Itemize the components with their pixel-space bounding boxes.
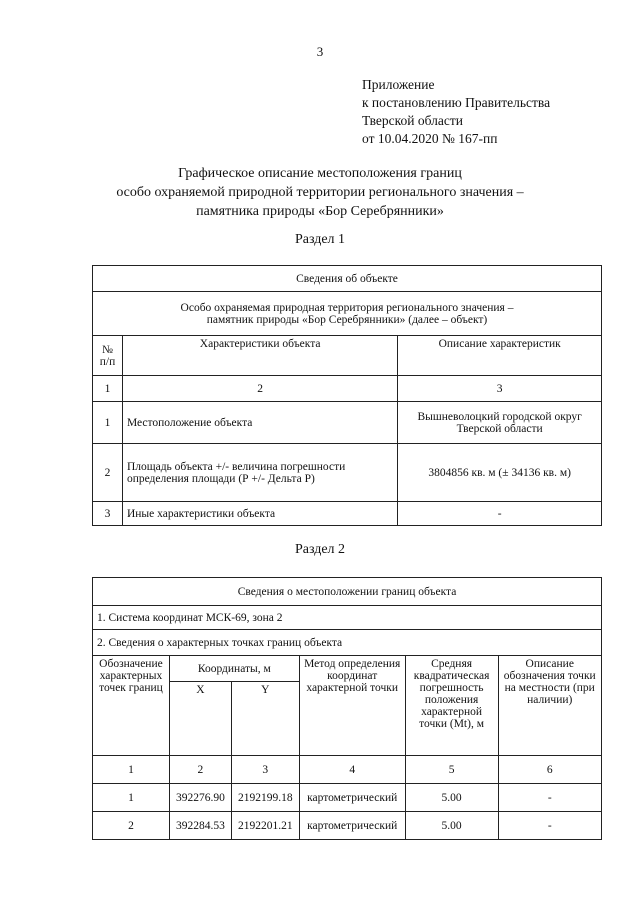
points-title: 2. Сведения о характерных точках границ объекта: [93, 630, 602, 656]
coordinate-system: 1. Система координат МСК-69, зона 2: [93, 606, 602, 630]
header-description: Описание характеристик: [398, 336, 602, 376]
index-cell: 2: [169, 756, 231, 784]
point-id: 2: [93, 812, 170, 840]
point-y: 2192201.21: [231, 812, 299, 840]
row-description: Вышневолоцкий городской округ Тверской области: [398, 402, 602, 444]
table-title: Сведения о местоположении границ объекта: [93, 578, 602, 606]
point-y: 2192199.18: [231, 784, 299, 812]
table-row: [93, 784, 602, 812]
section1-heading: Раздел 1: [294, 232, 346, 247]
row-characteristic: Иные характеристики объекта: [122, 502, 397, 526]
point-method: картометрический: [299, 784, 405, 812]
header-method: Метод определения координат характерной точки: [299, 656, 405, 756]
object-name-line: Особо охраняемая природная территория регионального значения –: [180, 301, 514, 314]
index-cell: 3: [231, 756, 299, 784]
point-method: картометрический: [299, 812, 405, 840]
header-point: Обозначение характерных точек границ: [93, 656, 170, 756]
header-y: Y: [231, 682, 299, 756]
table-row: [93, 444, 602, 502]
appendix-line: Тверской области: [362, 113, 463, 128]
index-cell: 5: [405, 756, 498, 784]
object-info-table: [92, 265, 602, 526]
table-row: [93, 402, 602, 444]
table-title: Сведения об объекте: [93, 266, 602, 292]
title-line: особо охраняемой природной территории регионального значения –: [116, 185, 524, 200]
point-marker: -: [498, 812, 602, 840]
row-description: -: [398, 502, 602, 526]
point-x: 392276.90: [169, 784, 231, 812]
point-x: 392284.53: [169, 812, 231, 840]
title-line: Графическое описание местоположения границ: [178, 166, 462, 181]
point-marker: -: [498, 784, 602, 812]
table-row: [93, 502, 602, 526]
appendix-block: [362, 76, 550, 148]
index-cell: 1: [93, 376, 123, 402]
row-characteristic: Площадь объекта +/- величина погрешности определения площади (Р +/- Дельта Р): [122, 444, 397, 502]
row-characteristic: Местоположение объекта: [122, 402, 397, 444]
index-cell: 4: [299, 756, 405, 784]
page-number: 3: [316, 44, 324, 59]
appendix-line: к постановлению Правительства: [362, 95, 551, 110]
index-cell: 3: [398, 376, 602, 402]
point-error: 5.00: [405, 784, 498, 812]
title-line: памятника природы «Бор Серебрянники»: [196, 204, 444, 219]
index-cell: 2: [122, 376, 397, 402]
header-characteristics: Характеристики объекта: [122, 336, 397, 376]
point-error: 5.00: [405, 812, 498, 840]
header-x: X: [169, 682, 231, 756]
header-coordinates: Координаты, м: [169, 656, 299, 682]
index-cell: 1: [93, 756, 170, 784]
row-num: 1: [93, 402, 123, 444]
row-description: 3804856 кв. м (± 34136 кв. м): [398, 444, 602, 502]
document-title: [0, 164, 640, 221]
row-num: 2: [93, 444, 123, 502]
section2-heading: Раздел 2: [294, 542, 346, 557]
point-id: 1: [93, 784, 170, 812]
header-error: Средняя квадратическая погрешность положения характерной точки (Mt), м: [405, 656, 498, 756]
table-row: [93, 812, 602, 840]
row-num: 3: [93, 502, 123, 526]
appendix-line: Приложение: [362, 77, 435, 92]
header-num: № п/п: [93, 336, 123, 376]
object-name-line: памятник природы «Бор Серебрянники» (далее – объект): [206, 313, 488, 326]
header-marker: Описание обозначения точки на местности (при наличии): [498, 656, 602, 756]
index-cell: 6: [498, 756, 602, 784]
appendix-date: от 10.04.2020 № 167-пп: [362, 131, 498, 146]
object-name-cell: [93, 292, 602, 336]
boundary-points-table: [92, 577, 602, 840]
